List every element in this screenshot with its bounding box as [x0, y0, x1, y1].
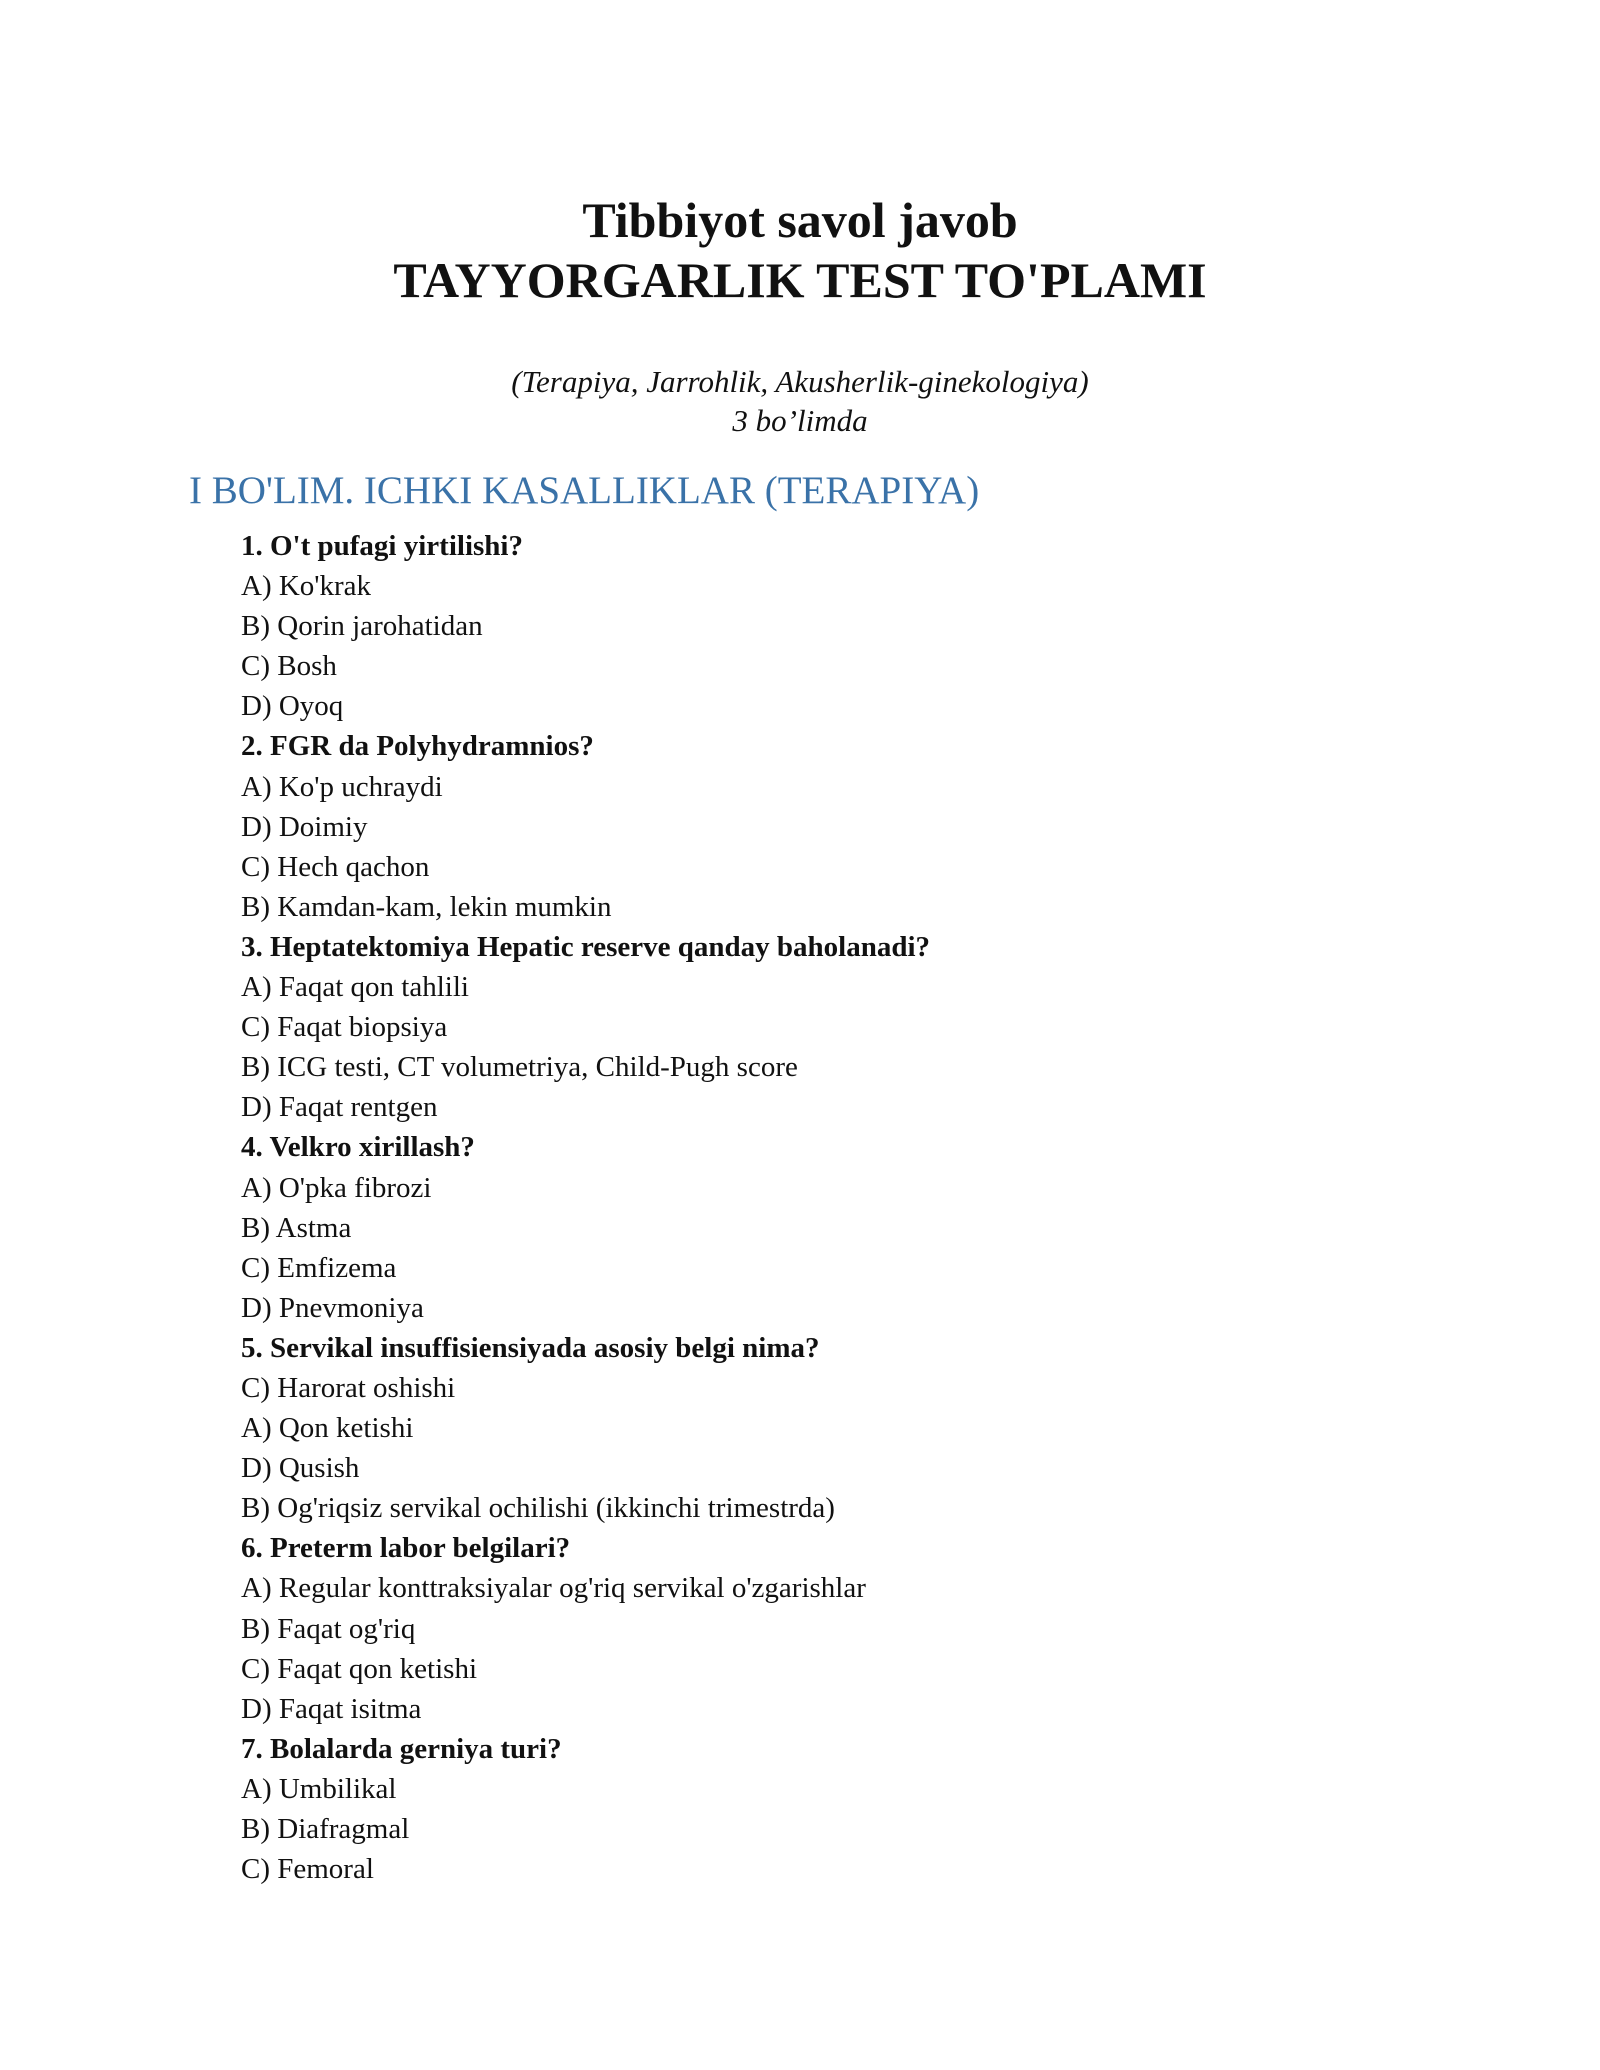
answer-option: B) Qorin jarohatidan: [241, 610, 483, 643]
answer-option: B) ICG testi, CT volumetriya, Child-Pugh score: [241, 1051, 798, 1084]
question-text: 2. FGR da Polyhydramnios?: [241, 730, 594, 763]
answer-option: B) Diafragmal: [241, 1813, 410, 1845]
document-subtitle-line2: 3 bo’limda: [732, 403, 868, 438]
answer-option: C) Harorat oshishi: [241, 1371, 456, 1404]
question-text: 3. Heptatektomiya Hepatic reserve qanday baholanadi?: [241, 930, 931, 963]
document-title-line1: Tibbiyot savol javob: [582, 192, 1018, 248]
question-text: 4. Velkro xirillash?: [241, 1131, 475, 1164]
answer-option: C) Hech qachon: [241, 850, 430, 883]
answer-option: C) Emfizema: [241, 1251, 397, 1284]
answer-option: D) Oyoq: [241, 690, 344, 723]
section-heading: I BO'LIM. ICHKI KASALLIKLAR (TERAPIYA): [189, 469, 980, 512]
answer-option: D) Faqat rentgen: [241, 1091, 438, 1124]
answer-option: C) Femoral: [241, 1853, 374, 1886]
document-title-line2: TAYYORGARLIK TEST TO'PLAMI: [393, 252, 1207, 308]
answer-option: C) Faqat biopsiya: [241, 1011, 448, 1044]
answer-option: A) Regular konttraksiyalar og'riq servikal o'zgarishlar: [241, 1572, 866, 1605]
answer-option: C) Bosh: [241, 650, 337, 683]
answer-option: A) Ko'krak: [241, 570, 372, 603]
answer-option: B) Kamdan-kam, lekin mumkin: [241, 890, 612, 923]
answer-option: A) Umbilikal: [241, 1772, 397, 1805]
question-text: 7. Bolalarda gerniya turi?: [241, 1732, 562, 1765]
answer-option: A) Faqat qon tahlili: [241, 971, 469, 1004]
answer-option: A) Ko'p uchraydi: [241, 770, 443, 803]
answer-option: D) Doimiy: [241, 810, 368, 843]
answer-option: B) Og'riqsiz servikal ochilishi (ikkinchi trimestrda): [241, 1492, 835, 1525]
answer-option: C) Faqat qon ketishi: [241, 1652, 478, 1685]
answer-option: B) Astma: [241, 1211, 352, 1244]
answer-option: A) O'pka fibrozi: [241, 1171, 432, 1204]
answer-option: D) Faqat isitma: [241, 1692, 422, 1725]
question-list: [241, 526, 1441, 1889]
document-subtitle-line1: (Terapiya, Jarrohlik, Akusherlik-ginekologiya): [511, 364, 1089, 399]
answer-option: D) Qusish: [241, 1452, 360, 1485]
question-text: 6. Preterm labor belgilari?: [241, 1532, 571, 1565]
question-text: 1. O't pufagi yirtilishi?: [241, 530, 523, 562]
answer-option: D) Pnevmoniya: [241, 1291, 424, 1324]
answer-option: B) Faqat og'riq: [241, 1612, 416, 1645]
answer-option: A) Qon ketishi: [241, 1412, 414, 1445]
question-text: 5. Servikal insuffisiensiyada asosiy belgi nima?: [241, 1331, 820, 1364]
